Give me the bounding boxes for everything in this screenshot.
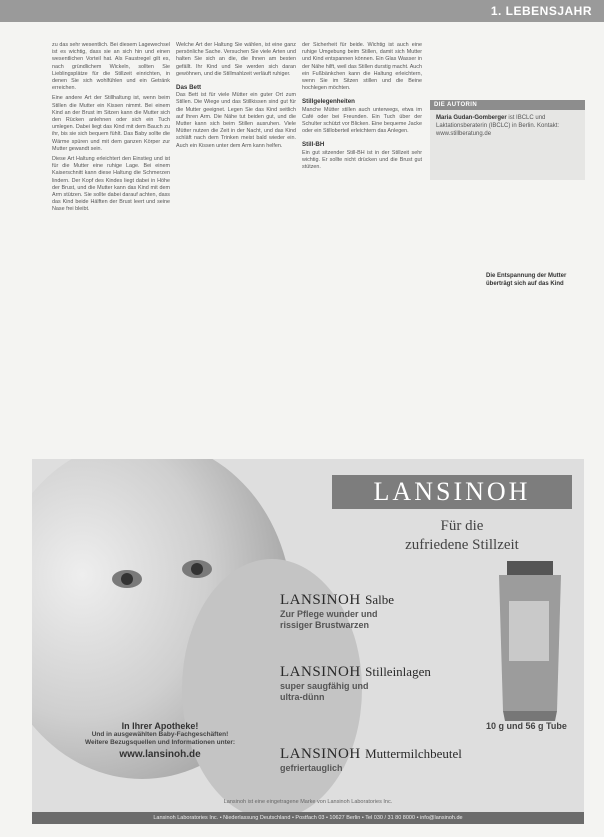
product-salbe [280, 591, 394, 631]
header-bar [0, 0, 604, 22]
product-sizes: 10 g und 56 g Tube [486, 721, 567, 731]
product-brand: LANSINOH [280, 592, 361, 608]
product-tube-image [487, 561, 567, 721]
product-name: Muttermilchbeutel [365, 746, 462, 761]
product-brand: LANSINOH [280, 746, 361, 762]
paragraph: Ein gut sitzender Still-BH ist in der Stillzeit sehr wichtig. Er sollte nicht drücken und die Brust gut stützen. [302, 149, 422, 171]
subheading: Stillgelegenheiten [302, 98, 355, 106]
product-desc: Zur Pflege wunder und [280, 609, 378, 619]
section-label: 1. LEBENSJAHR [490, 4, 592, 18]
pharmacy-line: Weitere Bezugsquellen und Informationen unter: [84, 739, 236, 746]
ad-footer-bar: Lansinoh Laboratories Inc. • Niederlassung Deutschland • Postfach 03 • 10627 Berlin • Tel 030 / 31 80 8000 • info@lansinoh.de [32, 812, 584, 824]
pharmacy-info [60, 721, 260, 760]
author-heading: DIE AUTORIN [430, 100, 585, 110]
paragraph: Das Bett ist für viele Mütter ein guter Ort zum Stillen. Die Wiege und das Stillkissen sind gut für die Mutter geeignet. Legen Sie das Kind seitlich auf Ihren Arm. Die Nähe tut beiden gut, und die Mutter kann sich beim Stillen ausruhen. Viele Mütter nutzen die Zeit in der Nacht, und das Kind schläft nach dem Trinken meist bald wieder ein. Auch ein Kissen unter dem Arm kann helfen. [176, 92, 296, 149]
paragraph: Eine andere Art der Stillhaltung ist, wenn beim Stillen die Mutter ein Kissen nimmt. Bei einem Kind an der Brust im Sitzen kann die Mutter sich den Rücken anlehnen oder sich ein Tuch umlegen. Dabei liegt das Kind mit dem Bauch zu ihr, bis sie sich bequem fühlt. Das Baby sollte die Wärme spüren und mit dem ganzen Körper zur Mutter gewandt sein. [52, 95, 170, 152]
article-column-1 [52, 42, 170, 454]
product-desc: super saugfähig und [280, 681, 369, 691]
paragraph: Manche Mütter stillen auch unterwegs, etwa im Café oder bei Freunden. Ein Tuch über der Schulter schützt vor Blicken. Eine bequeme Jacke oder ein Stilloberteil erleichtern das Anlegen. [302, 106, 422, 135]
author-text [430, 110, 585, 142]
author-name: Maria Gudan-Gomberger [436, 115, 507, 121]
product-muttermilchbeutel [280, 745, 462, 774]
brand-logo: LANSINOH [332, 475, 572, 509]
product-desc: ultra-dünn [280, 692, 325, 702]
tagline [362, 517, 562, 555]
article-column-3 [302, 42, 422, 454]
product-brand: LANSINOH [280, 664, 361, 680]
advertisement [32, 459, 584, 819]
product-desc: gefriertauglich [280, 763, 343, 773]
product-name: Salbe [365, 592, 395, 607]
paragraph: der Sicherheit für beide. Wichtig ist auch eine ruhige Umgebung beim Stillen, damit sich Mutter und Kind entspannen können. Ein Glas Wasser in der Nähe hilft, weil das Stillen durstig macht. Auch ein Fußbänkchen kann die Haltung erleichtern, wenn Sie im Sitzen stillen und die Beine hochlegen möchten. [302, 42, 422, 92]
paragraph: Diese Art Haltung erleichtert den Einstieg und ist für die Mutter eine ruhige Lage. Bei einem Kaiserschnitt kann diese Haltung die Schmerzen lindern. Der Kopf des Kindes liegt dabei in Höhe der Brust, und die Mutter kann das Kind mit dem Arm stützen. Sie sollte dabei darauf achten, dass das Kind beide Hälften der Brust leert und seine Nase frei bleibt. [52, 156, 170, 213]
website-link[interactable]: www.lansinoh.de [119, 749, 201, 760]
pull-quote: Die Entspannung der Mutter überträgt sich auf das Kind [486, 273, 567, 287]
product-desc: rissiger Brustwarzen [280, 620, 370, 630]
tagline-line: Für die [440, 518, 484, 534]
pharmacy-line: In Ihrer Apotheke! [121, 721, 199, 731]
ad-footnote: Lansinoh ist eine eingetragene Marke von Lansinoh Laboratories Inc. [223, 799, 393, 805]
paragraph: Welche Art der Haltung Sie wählen, ist eine ganz persönliche Sache. Versuchen Sie viele Arten und halten Sie sich an die, die Ihnen am besten gefällt. Ihr Kind und Sie werden sich daran gewöhnen, und die Stillmahlzeit verläuft ruhiger. [176, 42, 296, 77]
subheading: Das Bett [176, 84, 202, 92]
product-name: Stilleinlagen [365, 664, 431, 679]
pharmacy-line: Und in ausgewählten Baby-Fachgeschäften! [91, 731, 229, 738]
product-stilleinlagen [280, 663, 431, 703]
paragraph: zu das sehr wesentlich. Bei diesem Lagewechsel ist es wichtig, dass sie an sich hin und einen wesentlichen Vorteil hat. Als Faustregel gilt es, nach gründlichem Wickeln, sollten Sie Lieblingsplätze für die Stillzeit einrichten, in denen Sie sich wohlfühlen und ein Getränk erreichen. [52, 42, 170, 92]
tagline-line: zufriedene Stillzeit [405, 537, 519, 553]
author-bio: ist IBCLC und Laktationsberaterin (IBCLC) in Berlin. Kontakt: www.stillberatung.de [436, 115, 560, 137]
article-column-2 [176, 42, 296, 454]
subheading: Still-BH [302, 141, 325, 149]
author-box [430, 100, 585, 180]
